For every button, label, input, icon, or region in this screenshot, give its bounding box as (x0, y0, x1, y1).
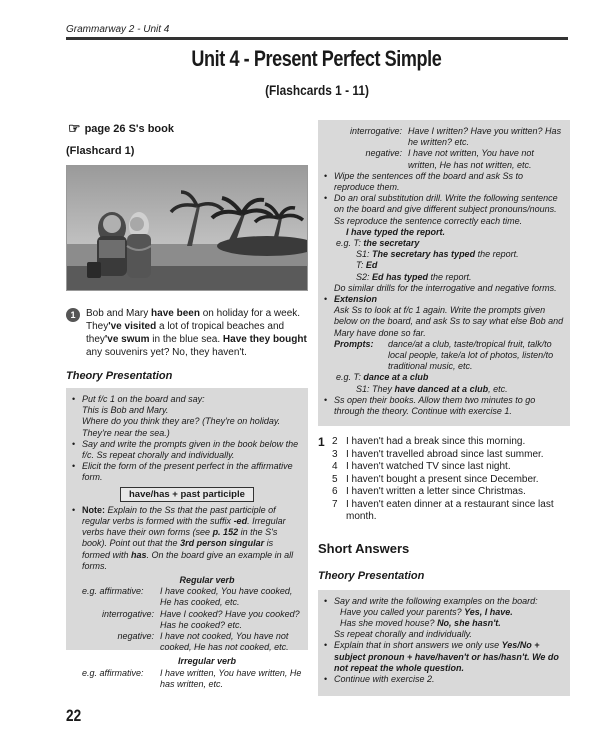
beach-couple-illustration (67, 166, 308, 291)
example-question: Has she moved house? (340, 617, 438, 628)
bullet-icon: • (324, 394, 328, 405)
answer-text: I haven't bought a present since December. (346, 473, 539, 485)
drill-answer: have danced at a club (394, 383, 489, 394)
instruction-text: Put f/c 1 on the board and say: (82, 394, 205, 404)
answer-number: 2 (332, 436, 338, 447)
example-row (72, 631, 302, 653)
theory-heading: Theory Presentation (66, 370, 173, 382)
example-label: negative: (365, 148, 402, 159)
header-rule (66, 37, 568, 40)
answer-list (332, 436, 570, 524)
instruction-text: Ss open their books. Allow them two minutes to go through the theory. Continue with exercise 1. (334, 394, 536, 417)
bullet-icon: • (324, 294, 328, 305)
answer-number: 5 (332, 473, 338, 485)
list-item (324, 171, 564, 193)
intro-text-part: on holiday for a week. They (86, 308, 301, 332)
instruction-text: Explain that in short answers we only use (334, 640, 502, 651)
example-text: Where do you think they are? (They're on holiday. They're near the sea.) (82, 416, 281, 438)
note-part: is formed with (82, 538, 274, 560)
page-number: 22 (66, 706, 82, 725)
example-label: negative: (117, 631, 154, 642)
drill-cue: the secretary (363, 238, 420, 249)
drill-label: e.g. T: (336, 238, 361, 249)
regular-verb-heading: Regular verb (179, 575, 235, 586)
intro-paragraph (66, 307, 308, 359)
instruction-text: Say and write the following examples on the board: (334, 595, 538, 606)
page-title: Unit 4 - Present Perfect Simple (191, 46, 442, 71)
intro-bold-part: Have they bought (222, 334, 307, 345)
flashcard-label: (Flashcard 1) (66, 145, 135, 157)
answer-number: 6 (332, 486, 338, 497)
prompts-label: Prompts: (334, 338, 374, 349)
pointing-hand-icon: ☞ (68, 120, 81, 136)
note-label: Note: (82, 504, 105, 515)
answer-text: I haven't watched TV since last night. (346, 461, 511, 472)
note-bold: -ed (233, 516, 248, 527)
example-row (72, 586, 302, 608)
example-text: I have not cooked, You have not cooked, He has not cooked, etc. (160, 631, 289, 653)
example-text: I have cooked, You have cooked, He has cooked, etc. (160, 586, 293, 608)
bullet-icon: • (324, 193, 328, 204)
note-part: in the S's book). Point out that the (82, 527, 278, 549)
right-column (318, 120, 570, 696)
answer-item (332, 499, 570, 524)
drill-label: S1: (356, 249, 373, 260)
note-text (82, 505, 302, 572)
bullet-icon: • (72, 394, 76, 404)
short-answers-heading: Short Answers (318, 540, 410, 556)
intro-bold-part: 've visited (108, 321, 157, 332)
instruction-text: Do an oral substitution drill. Write the following sentence on the board and give different subject pronouns/nouns. Ss reproduce the sentence correctly each time. (334, 193, 558, 226)
bullet-icon: • (324, 170, 328, 181)
book-reference (68, 120, 308, 137)
answer-item (332, 486, 570, 499)
example-label: interrogative: (349, 126, 402, 136)
exercise-number-badge: 1 (66, 308, 80, 322)
example-answer: Yes, I have. (464, 606, 513, 617)
example-question: Have you called your parents? (340, 606, 465, 617)
drill-rest: , etc. (488, 383, 508, 394)
bullet-icon: • (72, 461, 76, 472)
irregular-verb-heading: Irregular verb (177, 656, 237, 667)
bullet-icon: • (72, 438, 76, 449)
example-text: I have not written, You have not written, He has not written, etc. (408, 148, 534, 170)
example-row (324, 126, 564, 148)
instruction-text: Wipe the sentences off the board and ask Ss to reproduce them. (334, 170, 524, 193)
form-formula: have/has + past participle (120, 487, 254, 502)
drill-sentence: I have typed the report. (346, 226, 446, 237)
list-item (324, 674, 564, 685)
note-part: Explain to the Ss that the past participle of regular verbs is formed with the suffix (82, 504, 276, 527)
intro-text-part: in the blue sea. (149, 334, 223, 345)
drill-rest: the report. (475, 249, 519, 260)
example-answer: No, she hasn't. (437, 617, 501, 628)
theory-heading: Theory Presentation (318, 569, 425, 582)
theory-box-continued (318, 120, 570, 426)
list-item (72, 505, 302, 572)
page-subtitle: (Flashcards 1 - 11) (265, 82, 369, 98)
list-item (324, 193, 564, 294)
exercise-number: 1 (318, 435, 325, 449)
list-item (72, 461, 302, 483)
example-label: interrogative: (101, 608, 154, 619)
drill-label: S2: (356, 271, 373, 282)
prompts-row (334, 339, 564, 373)
answer-item (332, 461, 570, 474)
intro-text-part: any souvenirs yet? No, they haven't. (86, 347, 247, 358)
answer-text: I haven't travelled abroad since last summer. (346, 448, 544, 460)
answer-item (332, 436, 570, 449)
example-row (72, 668, 302, 690)
example-row (72, 609, 302, 631)
instruction-text: Ask Ss to look at f/c 1 again. Write the prompts given below on the board, and ask Ss to say what else Bob and Mary have done so far. (334, 305, 564, 338)
example-text: I have written, You have written, He has written, etc. (160, 667, 302, 689)
short-answers-box (318, 590, 570, 696)
bullet-icon: • (324, 595, 328, 606)
example-row (324, 148, 564, 170)
intro-bold-part: 've swum (104, 334, 150, 345)
example-text: Have I cooked? Have you cooked? Has he cooked? etc. (160, 608, 300, 630)
drill-label: e.g. T: (336, 372, 361, 383)
example-text: Have I written? Have you written? Has he written? etc. (408, 126, 562, 148)
intro-bold-part: have been (151, 308, 200, 319)
list-item (72, 394, 302, 439)
intro-text-part: a lot of tropical beaches and they (86, 321, 285, 345)
bullet-icon: • (324, 640, 328, 651)
drill-cue: dance at a club (363, 372, 429, 383)
list-item (324, 596, 564, 641)
answer-text: I haven't eaten dinner at a restaurant since last month. (346, 498, 554, 522)
intro-text-part: Bob and Mary (86, 308, 152, 319)
flashcard-photo (66, 165, 308, 291)
answer-text: I haven't written a letter since Christmas. (346, 486, 526, 497)
drill-label: S1: They (356, 383, 395, 394)
note-bold: p. 152 (212, 527, 239, 538)
drill-cue: Ed (365, 260, 378, 271)
prompts-text: dance/at a club, taste/tropical fruit, talk/to local people, take/a lot of photos, listen/to traditional music, etc. (388, 338, 554, 372)
list-item (324, 294, 564, 395)
bullet-icon: • (324, 673, 328, 684)
drill-rest: the report. (428, 271, 472, 282)
note-bold: 3rd person singular (180, 538, 265, 549)
answer-number: 4 (332, 461, 338, 472)
theory-box (66, 388, 308, 689)
answer-item (332, 474, 570, 487)
rule-text: Yes/No + subject pronoun + have/haven't or has/hasn't. We do not repeat the whole question. (334, 640, 559, 673)
example-text: This is Bob and Mary. (82, 405, 169, 416)
exercise-answers (318, 436, 570, 524)
note-part: . On the board give an example in all forms. (82, 549, 294, 571)
answer-number: 7 (332, 498, 338, 510)
answer-text: I haven't had a break since this morning. (346, 436, 526, 447)
drill-answer: The secretary has typed (372, 249, 476, 260)
instruction-text: Elicit the form of the present perfect in the affirmative form. (82, 461, 293, 483)
answer-item (332, 449, 570, 462)
instruction-text: Continue with exercise 2. (334, 673, 435, 684)
drill-label: T: (356, 260, 364, 271)
instruction-text: Say and write the prompts given in the book below the f/c. Ss repeat chorally and individually. (82, 438, 299, 461)
instruction-text: Ss repeat chorally and individually. (334, 629, 472, 640)
example-label: e.g. affirmative: (82, 586, 144, 597)
extension-label: Extension (334, 294, 378, 305)
note-part: . Irregular verbs have their own forms (see (82, 516, 286, 538)
list-item (324, 640, 564, 674)
note-bold: has (131, 549, 147, 560)
example-label: e.g. affirmative: (82, 667, 144, 678)
list-item (72, 439, 302, 461)
running-header: Grammarway 2 - Unit 4 (66, 24, 170, 35)
instruction-text: Do similar drills for the interrogative and negative forms. (334, 282, 557, 293)
answer-number: 3 (332, 448, 338, 460)
list-item (324, 395, 564, 417)
bullet-icon: • (72, 504, 76, 515)
left-column (66, 120, 308, 689)
intro-text (86, 307, 308, 359)
book-reference-text: page 26 S's book (84, 122, 174, 135)
drill-answer: Ed has typed (372, 271, 429, 282)
